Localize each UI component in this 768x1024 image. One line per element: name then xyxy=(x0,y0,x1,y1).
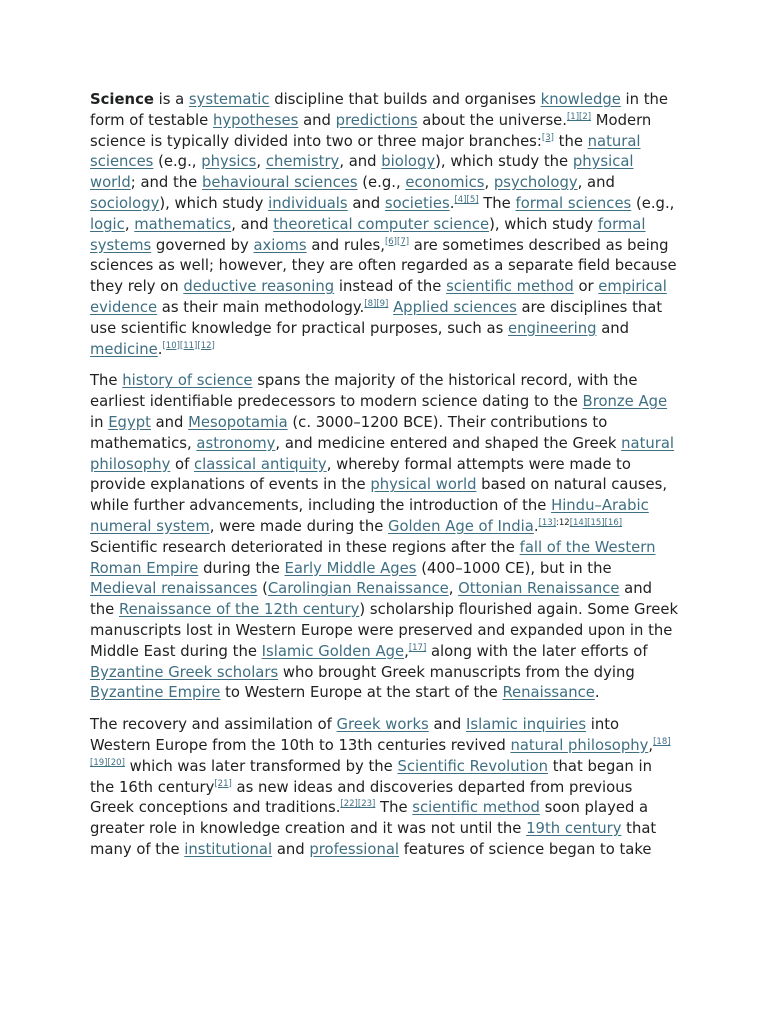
link-formal-systems[interactable]: formal systems xyxy=(90,215,646,254)
citation-ref xyxy=(653,737,670,747)
citation-ref xyxy=(567,112,579,122)
body-text: are disciplines that use scientific knowledge for practical purposes, such as xyxy=(90,298,663,337)
link-systematic[interactable]: systematic xyxy=(188,91,270,108)
body-text: (400–1000 CE), but in the xyxy=(416,559,612,577)
body-text: (e.g., xyxy=(631,194,675,212)
link-scientific-method-2[interactable]: scientific method xyxy=(412,799,540,817)
link-greek-works[interactable]: Greek works xyxy=(336,716,429,734)
body-text: , and xyxy=(339,153,382,171)
citation-ref xyxy=(180,341,197,351)
link-psychology[interactable]: psychology xyxy=(493,174,578,192)
citation-ref xyxy=(162,341,179,351)
body-text: that began in the 16th century xyxy=(90,757,652,796)
body-text: or xyxy=(573,278,599,296)
body-text: and xyxy=(298,111,336,129)
link-byzantine-empire[interactable]: Byzantine Empire xyxy=(90,684,221,702)
link-astronomy[interactable]: astronomy xyxy=(196,434,276,452)
citation-link[interactable]: [22] xyxy=(340,799,358,810)
body-text: which was later transformed by the xyxy=(124,757,398,775)
link-renaissance[interactable]: Renaissance xyxy=(502,684,595,702)
link-economics[interactable]: economics xyxy=(405,174,485,192)
body-text: and xyxy=(347,194,385,212)
body-text: ( xyxy=(257,580,268,598)
link-deductive-reasoning[interactable]: deductive reasoning xyxy=(183,278,335,296)
citation-link[interactable]: [1] xyxy=(566,111,580,122)
citation-link[interactable]: [11] xyxy=(179,340,198,351)
link-history-of-science[interactable]: history of science xyxy=(122,372,253,390)
link-professional[interactable]: professional xyxy=(309,840,400,858)
link-hypotheses[interactable]: hypotheses xyxy=(212,111,299,129)
link-medicine[interactable]: medicine xyxy=(90,340,158,358)
link-knowledge[interactable]: knowledge xyxy=(540,91,621,108)
link-natural-sciences[interactable]: natural sciences xyxy=(90,132,641,171)
link-physics[interactable]: physics xyxy=(201,153,257,171)
link-predictions[interactable]: predictions xyxy=(335,111,418,129)
link-engineering[interactable]: engineering xyxy=(507,319,597,337)
body-text: in the form of testable xyxy=(90,91,669,129)
citation-ref xyxy=(539,518,556,528)
citation-ref xyxy=(605,518,622,528)
body-text: governed by xyxy=(151,236,254,254)
link-physical-world[interactable]: physical world xyxy=(90,153,634,192)
citation-ref xyxy=(467,195,479,205)
body-text: and the xyxy=(90,580,652,619)
body-text: , and xyxy=(231,215,274,233)
body-text: as new ideas and discoveries departed from previous Greek conceptions and traditions. xyxy=(90,778,633,817)
body-text: , xyxy=(256,153,266,171)
body-text: . xyxy=(594,684,600,702)
link-early-middle-ages[interactable]: Early Middle Ages xyxy=(284,559,417,577)
body-text: , were made during the xyxy=(209,517,389,535)
article-paragraph xyxy=(90,715,680,861)
link-natural-philosophy[interactable]: natural philosophy xyxy=(90,434,675,473)
link-logic[interactable]: logic xyxy=(90,215,125,233)
body-text: in xyxy=(90,413,109,431)
citation-ref xyxy=(358,799,375,809)
citation-link[interactable]: [18] xyxy=(653,736,671,747)
body-text: (e.g., xyxy=(357,174,406,192)
body-text: , xyxy=(648,736,654,754)
body-text: Scientific research deteriorated in these regions after the xyxy=(90,538,520,556)
body-text: . xyxy=(157,340,163,358)
link-scientific-method[interactable]: scientific method xyxy=(446,278,574,296)
link-classical-antiquity[interactable]: classical antiquity xyxy=(194,455,327,473)
link-mathematics[interactable]: mathematics xyxy=(134,215,232,233)
citation-ref xyxy=(197,341,214,351)
body-text: The xyxy=(375,799,413,817)
article-paragraph xyxy=(90,90,680,360)
link-behavioural-sciences[interactable]: behavioural sciences xyxy=(201,174,358,192)
link-axioms[interactable]: axioms xyxy=(253,236,307,254)
link-scientific-revolution[interactable]: Scientific Revolution xyxy=(397,757,549,775)
citation-link[interactable]: [2] xyxy=(579,111,592,122)
citation-link[interactable]: [12] xyxy=(197,340,215,351)
citation-link[interactable]: [5] xyxy=(466,194,479,205)
link-egypt[interactable]: Egypt xyxy=(108,413,151,431)
link-bronze-age[interactable]: Bronze Age xyxy=(582,393,668,411)
body-text: of xyxy=(170,455,195,473)
citation-link[interactable]: [23] xyxy=(357,799,376,810)
body-text: . xyxy=(533,517,539,535)
body-text: soon played a greater role in knowledge creation and it was not until the xyxy=(90,799,649,838)
citation-ref xyxy=(107,758,124,768)
link-chemistry[interactable]: chemistry xyxy=(265,153,340,171)
link-medieval-renaissances[interactable]: Medieval renaissances xyxy=(90,580,258,598)
citation-link[interactable]: [9] xyxy=(376,298,389,309)
body-text: as their main methodology. xyxy=(157,298,365,316)
body-text: (e.g., xyxy=(153,153,202,171)
body-text: , and medicine entered and shaped the Greek xyxy=(275,434,622,452)
body-text: that many of the xyxy=(90,820,657,858)
article-subject: Science xyxy=(90,91,154,108)
link-islamic-inquiries[interactable]: Islamic inquiries xyxy=(466,716,587,734)
body-text: , xyxy=(124,215,135,233)
link-institutional[interactable]: institutional xyxy=(184,840,273,858)
body-text: ) scholarship flourished again. Some Greek manuscripts lost in Western Europe were preserved and expanded upon in the Middle East during the xyxy=(90,601,679,660)
link-individuals[interactable]: individuals xyxy=(268,194,348,212)
article-paragraph xyxy=(90,371,680,704)
citation-ref xyxy=(579,112,591,122)
link-hindu-arabic-numeral-system[interactable]: Hindu–Arabic numeral system xyxy=(90,497,649,535)
body-text: is a xyxy=(153,91,189,108)
citation-ref xyxy=(397,237,409,247)
body-text: , xyxy=(404,642,409,660)
body-text: along with the later efforts of xyxy=(426,642,648,660)
link-physical-world-2[interactable]: physical world xyxy=(370,476,477,494)
citation-link[interactable]: [3] xyxy=(541,132,554,143)
link-societies[interactable]: societies xyxy=(384,194,450,212)
citation-link[interactable]: [20] xyxy=(107,757,125,768)
body-text: , xyxy=(484,174,494,192)
citation-link[interactable]: [19] xyxy=(90,757,108,768)
body-text: to Western Europe at the start of the xyxy=(220,684,503,702)
link-carolingian-renaissance[interactable]: Carolingian Renaissance xyxy=(267,580,449,598)
link-19th-century[interactable]: 19th century xyxy=(526,820,622,838)
article-body xyxy=(90,90,680,872)
citation-ref xyxy=(214,779,231,789)
link-empirical-evidence[interactable]: empirical evidence xyxy=(90,278,667,316)
citation-ref xyxy=(364,299,376,309)
link-applied-sciences[interactable]: Applied sciences xyxy=(393,298,517,316)
citation-ref xyxy=(570,518,587,528)
link-islamic-golden-age[interactable]: Islamic Golden Age xyxy=(261,642,405,660)
body-text: into Western Europe from the 10th to 13th centuries revived xyxy=(90,716,620,754)
citation-ref xyxy=(376,299,388,309)
body-text: , xyxy=(448,580,459,598)
body-text: , whereby formal attempts were made to provide explanations of events in the xyxy=(90,455,631,494)
body-text: The recovery and assimilation of xyxy=(90,716,337,734)
link-theoretical-computer-science[interactable]: theoretical computer science xyxy=(273,215,490,233)
link-formal-sciences[interactable]: formal sciences xyxy=(515,194,632,212)
body-text: instead of the xyxy=(334,278,447,296)
citation-link[interactable]: [6] xyxy=(384,236,397,247)
link-mesopotamia[interactable]: Mesopotamia xyxy=(188,413,288,431)
body-text: and xyxy=(272,840,310,858)
body-text: ), which study xyxy=(489,215,598,233)
citation-link[interactable]: [13] xyxy=(538,517,557,528)
body-text: and rules, xyxy=(306,236,385,254)
body-text: are sometimes described as being sciences as well; however, they are often regarded as a separate field because they rely on xyxy=(90,236,677,296)
citation-ref xyxy=(587,518,604,528)
citation-link[interactable]: [7] xyxy=(397,236,410,247)
link-golden-age-of-india[interactable]: Golden Age of India xyxy=(388,517,534,535)
citation-ref xyxy=(542,133,554,143)
link-natural-philosophy-2[interactable]: natural philosophy xyxy=(510,736,649,754)
body-text: who brought Greek manuscripts from the dying xyxy=(278,663,635,681)
citation-link[interactable]: [8] xyxy=(364,298,377,309)
body-text: discipline that builds and organises xyxy=(269,91,541,108)
body-text: ), which study xyxy=(159,194,269,212)
citation-link[interactable]: [15] xyxy=(587,517,605,528)
body-text: features of science began to take xyxy=(399,840,652,858)
citation-link[interactable]: [21] xyxy=(214,778,232,789)
body-text: . xyxy=(449,194,455,212)
body-text: (c. 3000–1200 BCE). Their contributions to mathematics, xyxy=(90,413,608,452)
citation-link[interactable]: [10] xyxy=(162,340,180,351)
citation-link[interactable]: [17] xyxy=(408,642,427,653)
body-text: ; and the xyxy=(130,174,202,192)
body-text: and xyxy=(428,716,467,734)
body-text: and xyxy=(150,413,189,431)
citation-ref xyxy=(385,237,397,247)
body-text: The xyxy=(478,194,516,212)
citation-page: :12 xyxy=(556,517,570,528)
body-text: , and xyxy=(577,174,615,192)
body-text: Modern science is typically divided into two or three major branches: xyxy=(90,111,652,150)
link-fall-of-western-roman-empire[interactable]: fall of the Western Roman Empire xyxy=(90,538,656,577)
body-text: about the universe. xyxy=(417,111,567,129)
body-text: ), which study the xyxy=(435,153,573,171)
body-text: based on natural causes, while further advancements, including the introduction of the xyxy=(90,476,668,515)
body-text: spans the majority of the historical record, with the earliest identifiable predecessors to modern science dating to the xyxy=(90,372,638,411)
link-ottonian-renaissance[interactable]: Ottonian Renaissance xyxy=(458,580,620,598)
link-renaissance-12th-century[interactable]: Renaissance of the 12th century xyxy=(119,601,360,619)
body-text: the xyxy=(553,132,588,150)
body-text: during the xyxy=(198,559,285,577)
citation-ref xyxy=(90,758,107,768)
citation-ref xyxy=(340,799,357,809)
link-sociology[interactable]: sociology xyxy=(90,194,160,212)
link-byzantine-greek-scholars[interactable]: Byzantine Greek scholars xyxy=(90,663,279,681)
citation-link[interactable]: [4] xyxy=(454,194,467,205)
citation-link[interactable]: [14] xyxy=(569,517,588,528)
link-biology[interactable]: biology xyxy=(381,153,436,171)
body-text: The xyxy=(90,372,123,390)
body-text: and xyxy=(596,319,630,337)
citation-ref xyxy=(409,643,426,653)
citation-link[interactable]: [16] xyxy=(604,517,623,528)
citation-ref xyxy=(454,195,466,205)
